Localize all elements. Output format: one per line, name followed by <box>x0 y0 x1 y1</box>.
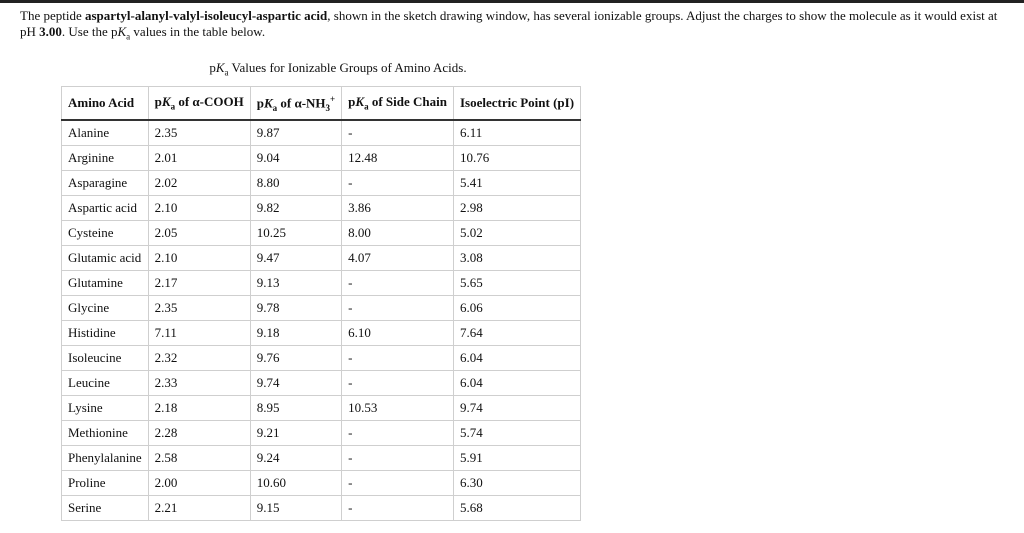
cell-amino-acid: Aspartic acid <box>62 196 149 221</box>
cell-isoelectric-point: 10.76 <box>453 146 580 171</box>
cell-pka-side-chain: - <box>342 271 454 296</box>
cell-amino-acid: Arginine <box>62 146 149 171</box>
cell-pka-nh3: 9.15 <box>250 496 341 521</box>
table-row <box>62 120 581 146</box>
table-caption: $pK_a$ Values for Ionizable Groups of Amino Acids. <box>209 60 467 78</box>
cell-pka-side-chain: - <box>342 120 454 146</box>
cell-isoelectric-point: 3.08 <box>453 246 580 271</box>
cell-amino-acid: Isoleucine <box>62 346 149 371</box>
header-amino-acid: Amino Acid <box>62 87 149 121</box>
table-row <box>62 446 581 471</box>
cell-pka-side-chain: - <box>342 496 454 521</box>
cell-pka-nh3: 9.87 <box>250 120 341 146</box>
cell-pka-side-chain: 12.48 <box>342 146 454 171</box>
cell-amino-acid: Glycine <box>62 296 149 321</box>
cell-pka-nh3: 9.18 <box>250 321 341 346</box>
cell-pka-cooh: 2.21 <box>148 496 250 521</box>
cell-isoelectric-point: 9.74 <box>453 396 580 421</box>
cell-amino-acid: Glutamic acid <box>62 246 149 271</box>
cell-amino-acid: Lysine <box>62 396 149 421</box>
cell-amino-acid: Serine <box>62 496 149 521</box>
cell-amino-acid: Asparagine <box>62 171 149 196</box>
cell-isoelectric-point: 7.64 <box>453 321 580 346</box>
header-pka-nh3: $pK_a$ of $\alpha-NH_3^+$ <box>250 87 341 121</box>
cell-pka-nh3: 9.21 <box>250 421 341 446</box>
table-row <box>62 146 581 171</box>
cell-pka-cooh: 2.32 <box>148 346 250 371</box>
cell-isoelectric-point: 5.74 <box>453 421 580 446</box>
cell-pka-cooh: 2.00 <box>148 471 250 496</box>
table-row <box>62 221 581 246</box>
cell-isoelectric-point: 6.11 <box>453 120 580 146</box>
table-row <box>62 421 581 446</box>
cell-pka-cooh: 2.33 <box>148 371 250 396</box>
cell-amino-acid: Histidine <box>62 321 149 346</box>
cell-amino-acid: Alanine <box>62 120 149 146</box>
cell-pka-cooh: 2.10 <box>148 196 250 221</box>
cell-isoelectric-point: 6.04 <box>453 346 580 371</box>
table-row <box>62 296 581 321</box>
cell-isoelectric-point: 6.06 <box>453 296 580 321</box>
cell-pka-side-chain: 4.07 <box>342 246 454 271</box>
cell-pka-nh3: 9.78 <box>250 296 341 321</box>
cell-pka-cooh: 7.11 <box>148 321 250 346</box>
table-row <box>62 396 581 421</box>
cell-amino-acid: Glutamine <box>62 271 149 296</box>
cell-pka-nh3: 9.13 <box>250 271 341 296</box>
cell-amino-acid: Leucine <box>62 371 149 396</box>
cell-pka-cooh: 2.10 <box>148 246 250 271</box>
cell-pka-side-chain: 8.00 <box>342 221 454 246</box>
table-row <box>62 471 581 496</box>
cell-pka-cooh: 2.02 <box>148 171 250 196</box>
cell-pka-nh3: 9.82 <box>250 196 341 221</box>
cell-pka-side-chain: - <box>342 421 454 446</box>
table-row <box>62 246 581 271</box>
table-row <box>62 171 581 196</box>
cell-isoelectric-point: 6.04 <box>453 371 580 396</box>
table-row <box>62 196 581 221</box>
cell-pka-cooh: 2.28 <box>148 421 250 446</box>
cell-pka-nh3: 8.80 <box>250 171 341 196</box>
cell-isoelectric-point: 5.68 <box>453 496 580 521</box>
cell-amino-acid: Proline <box>62 471 149 496</box>
ph-value: 3.00 <box>39 24 62 39</box>
cell-amino-acid: Phenylalanine <box>62 446 149 471</box>
header-isoelectric-point: Isoelectric Point (pI) <box>453 87 580 121</box>
table-row <box>62 321 581 346</box>
cell-isoelectric-point: 5.02 <box>453 221 580 246</box>
cell-pka-side-chain: - <box>342 471 454 496</box>
table-row <box>62 271 581 296</box>
cell-pka-cooh: 2.05 <box>148 221 250 246</box>
header-pka-side-chain: $pK_a$ of Side Chain <box>342 87 454 121</box>
cell-pka-nh3: 9.24 <box>250 446 341 471</box>
cell-pka-cooh: 2.18 <box>148 396 250 421</box>
cell-pka-cooh: 2.17 <box>148 271 250 296</box>
cell-pka-side-chain: 10.53 <box>342 396 454 421</box>
cell-isoelectric-point: 5.65 <box>453 271 580 296</box>
top-border <box>0 0 1024 3</box>
cell-isoelectric-point: 6.30 <box>453 471 580 496</box>
cell-pka-cooh: 2.35 <box>148 120 250 146</box>
cell-pka-nh3: 9.47 <box>250 246 341 271</box>
cell-pka-nh3: 10.25 <box>250 221 341 246</box>
table-header-row <box>62 87 581 121</box>
cell-pka-cooh: 2.35 <box>148 296 250 321</box>
cell-pka-side-chain: - <box>342 371 454 396</box>
cell-pka-nh3: 9.76 <box>250 346 341 371</box>
cell-isoelectric-point: 5.41 <box>453 171 580 196</box>
peptide-name: aspartyl-alanyl-valyl-isoleucyl-aspartic acid <box>84 8 328 23</box>
cell-pka-side-chain: - <box>342 296 454 321</box>
table-row <box>62 346 581 371</box>
cell-pka-side-chain: 3.86 <box>342 196 454 221</box>
cell-pka-side-chain: - <box>342 171 454 196</box>
table-row <box>62 496 581 521</box>
header-pka-cooh: $pK_a$ of α-COOH <box>148 87 250 121</box>
cell-pka-side-chain: - <box>342 446 454 471</box>
question-text: The peptide aspartyl-alanyl-valyl-isoleucyl-aspartic acid, shown in the sketch drawing window, has several ionizable groups. Adjust the charges to show the molecule as it would exist at pH 3.00. Use the $pK_a$ values in the table below. <box>20 8 998 42</box>
pka-table <box>61 86 581 521</box>
cell-amino-acid: Methionine <box>62 421 149 446</box>
cell-pka-nh3: 9.04 <box>250 146 341 171</box>
cell-pka-cooh: 2.01 <box>148 146 250 171</box>
cell-pka-side-chain: - <box>342 346 454 371</box>
cell-amino-acid: Cysteine <box>62 221 149 246</box>
table-row <box>62 371 581 396</box>
cell-pka-cooh: 2.58 <box>148 446 250 471</box>
cell-pka-nh3: 8.95 <box>250 396 341 421</box>
cell-isoelectric-point: 2.98 <box>453 196 580 221</box>
cell-isoelectric-point: 5.91 <box>453 446 580 471</box>
cell-pka-side-chain: 6.10 <box>342 321 454 346</box>
cell-pka-nh3: 9.74 <box>250 371 341 396</box>
cell-pka-nh3: 10.60 <box>250 471 341 496</box>
